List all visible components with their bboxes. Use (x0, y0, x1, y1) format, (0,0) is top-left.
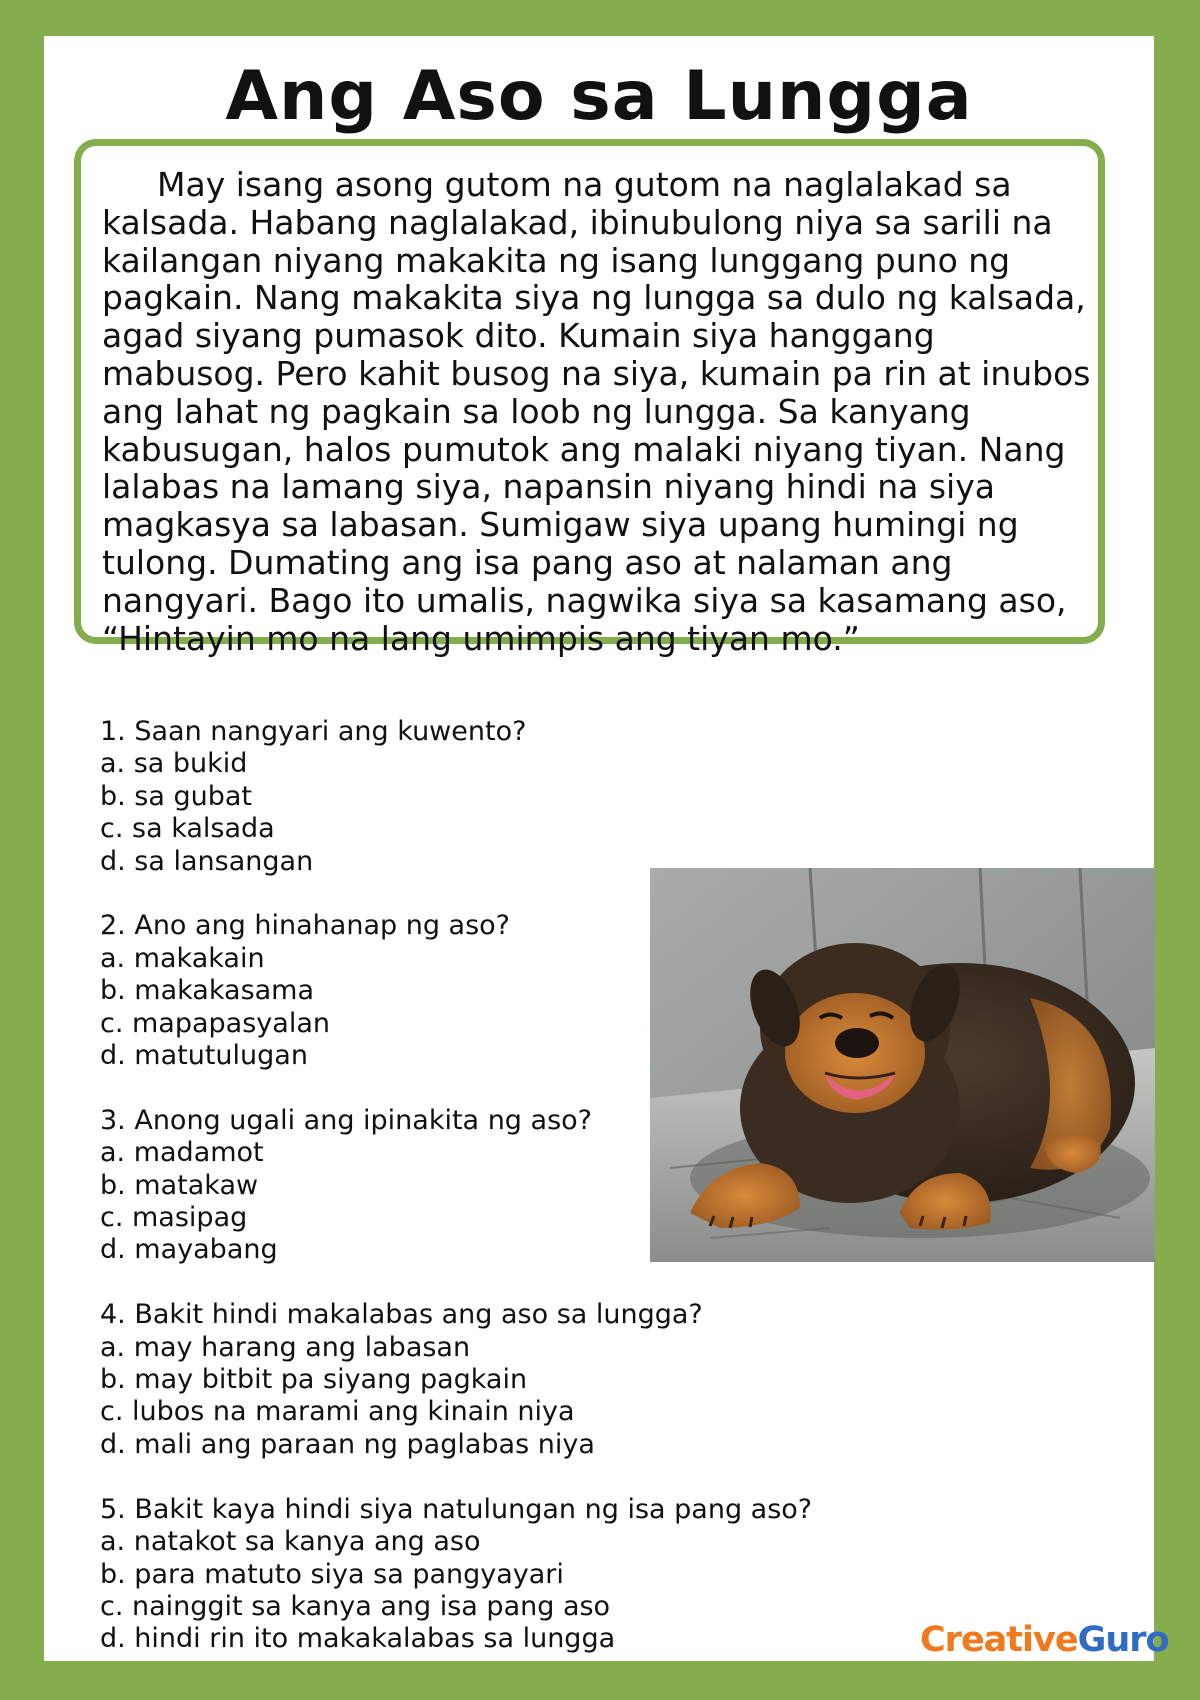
choice-d: d. sa lansangan (100, 845, 314, 877)
dog-illustration (650, 868, 1155, 1262)
choice-c: c. mapapasyalan (100, 1007, 330, 1039)
question-text: 2. Ano ang hinahanap ng aso? (100, 910, 511, 942)
question-text: 3. Anong ugali ang ipinakita ng aso? (100, 1104, 592, 1136)
choice-a: a. may harang ang labasan (100, 1331, 471, 1363)
choice-a: a. natakot sa kanya ang aso (100, 1526, 481, 1558)
story-text: May isang asong gutom na gutom na naglalakad sa kalsada. Habang naglalakad, ibinubulong niya sa sarili na kailangan niyang makakita ng isang lunggang puno ng pagkain. Nang makakita siya ng lungga sa dulo ng kalsada, agad siyang pumasok dito. Kumain siya hanggang mabusog. Pero kahit busog na siya, kumain pa rin at inubos ang lahat ng pagkain sa loob ng lungga. Sa kanyang kabusugan, halos pumutok ang malaki niyang tiyan. Nang lalabas na lamang siya, napansin niyang hindi na siya magkasya sa labasan. Sumigaw siya upang humingi ng tulong. Dumating ang isa pang aso at nalaman ang nangyari. Bago ito umalis, nagwika siya sa kasamang aso, “Hintayin mo na lang umimpis ang tiyan mo.” (102, 165, 1091, 658)
choice-b: b. makakasama (100, 975, 315, 1007)
choice-d: d. matutulugan (100, 1040, 308, 1072)
choice-c: c. sa kalsada (100, 813, 275, 845)
creative-guro-logo (920, 1620, 1169, 1660)
choice-b: b. matakaw (100, 1169, 259, 1201)
question-text: 5. Bakit kaya hindi siya natulungan ng isa pang aso? (100, 1493, 813, 1525)
logo-part-creative: Creative (920, 1620, 1078, 1660)
choice-a: a. sa bukid (100, 748, 248, 780)
question-1 (100, 716, 980, 878)
choice-d: d. mayabang (100, 1234, 278, 1266)
worksheet-page (44, 36, 1154, 1661)
choice-d: d. mali ang paraan ng paglabas niya (100, 1428, 595, 1460)
page-title: Ang Aso sa Lungga (225, 57, 973, 136)
logo-part-guro: Guro (1077, 1620, 1169, 1660)
story-box (74, 139, 1105, 658)
question-text: 1. Saan nangyari ang kuwento? (100, 716, 527, 747)
choice-d: d. hindi rin ito makakalabas sa lungga (100, 1623, 616, 1655)
question-4 (100, 1299, 980, 1461)
choice-b: b. para matuto siya sa pangyayari (100, 1558, 564, 1590)
choice-c: c. lubos na marami ang kinain niya (100, 1396, 575, 1428)
question-text: 4. Bakit hindi makalabas ang aso sa lungga? (100, 1299, 703, 1331)
choice-a: a. makakain (100, 942, 265, 974)
choice-c: c. nainggit sa kanya ang isa pang aso (100, 1590, 611, 1622)
choice-c: c. masipag (100, 1202, 248, 1234)
choice-b: b. may bitbit pa siyang pagkain (100, 1364, 528, 1396)
question-5 (100, 1494, 980, 1656)
choice-a: a. madamot (100, 1137, 264, 1169)
dog-photo (650, 868, 1155, 1262)
choice-b: b. sa gubat (100, 780, 253, 812)
